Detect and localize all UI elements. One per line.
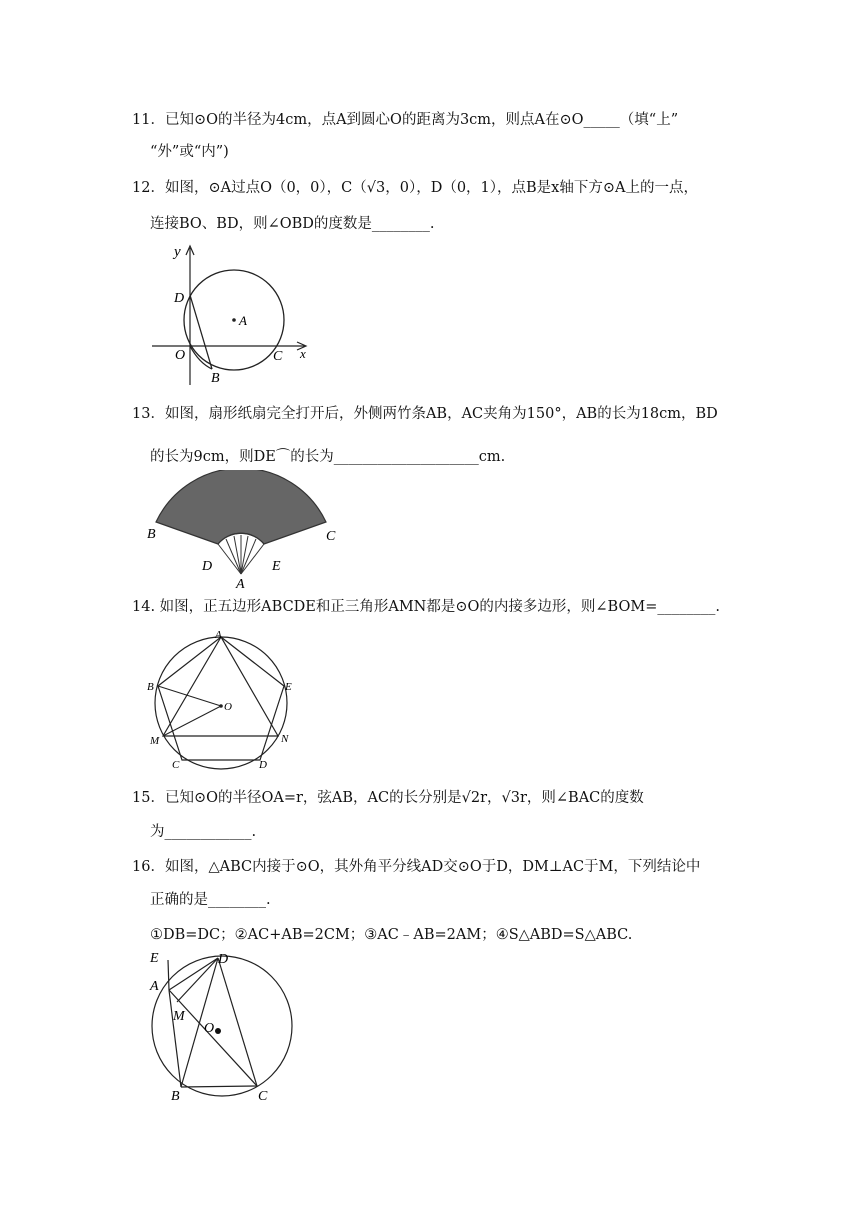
q14-label-M: M <box>150 735 160 747</box>
q13-line-2: 的长为9cm，则DE⌒的长为____________________cm. <box>150 449 506 465</box>
q16-label-D: D <box>218 952 229 967</box>
q13-label-C: C <box>326 529 336 544</box>
q13-label-E: E <box>272 559 281 574</box>
q15-line-2: 为____________. <box>150 824 257 840</box>
q13-label-B: B <box>147 527 156 542</box>
q16-label-O: O <box>204 1021 215 1036</box>
q14-label-E: E <box>285 681 292 693</box>
q11-line-1: 11．已知⊙O的半径为4cm，点A到圆心O的距离为3cm，则点A在⊙O_____（填“上” <box>132 112 679 128</box>
q12-label-O: O <box>175 348 186 363</box>
q14-label-A: A <box>215 629 222 641</box>
q14-label-N: N <box>281 733 289 745</box>
q13-label-D: D <box>202 559 213 574</box>
q16-label-A: A <box>150 979 159 994</box>
q12-label-x: x <box>300 346 306 361</box>
q13-line-1: 13．如图，扇形纸扇完全打开后，外侧两竹条AB，AC夹角为150°，AB的长为18cm，BD <box>132 406 718 422</box>
q16-line-1: 16．如图，△ABC内接于⊙O，其外角平分线AD交⊙O于D，DM⊥AC于M，下列结论中 <box>132 859 701 875</box>
q12-line-1: 12．如图，⊙A过点O（0，0），C（√3，0），D（0，1），点B是x轴下方⊙A上的一点， <box>132 180 698 196</box>
q16-label-C: C <box>258 1089 268 1104</box>
q12-line-2: 连接BO、BD，则∠OBD的度数是________. <box>150 216 435 232</box>
q16-line-3: ①DB=DC；②AC+AB=2CM；③AC﹣AB=2AM；④S△ABD=S△ABC. <box>150 927 633 943</box>
q13-label-A: A <box>236 577 245 590</box>
q16-circle-figure <box>140 945 310 1105</box>
q12-label-C: C <box>273 349 283 364</box>
q14-label-B: B <box>147 681 154 693</box>
q14-pentagon-figure <box>140 624 300 774</box>
q15-line-1: 15．已知⊙O的半径OA=r，弦AB，AC的长分别是√2r，√3r，则∠BAC的度数 <box>132 790 644 806</box>
q13-fan-figure <box>140 470 345 590</box>
q12-label-y: y <box>174 244 181 260</box>
q14-label-D: D <box>259 759 267 771</box>
q16-label-M: M <box>173 1009 185 1024</box>
q11-line-2: “外”或“内”) <box>150 144 229 160</box>
q12-label-A: A <box>239 313 247 328</box>
q16-label-B: B <box>171 1089 180 1104</box>
q12-label-D: D <box>174 291 185 306</box>
q14-label-O: O <box>224 701 232 713</box>
q14-label-C: C <box>172 759 180 771</box>
q16-label-E: E <box>150 951 159 966</box>
q16-line-2: 正确的是________. <box>150 892 271 908</box>
q12-label-B: B <box>211 371 220 386</box>
q12-figure <box>145 238 315 388</box>
q14-line-1: 14. 如图，正五边形ABCDE和正三角形AMN都是⊙O的内接多边形，则∠BOM=________. <box>132 599 720 615</box>
